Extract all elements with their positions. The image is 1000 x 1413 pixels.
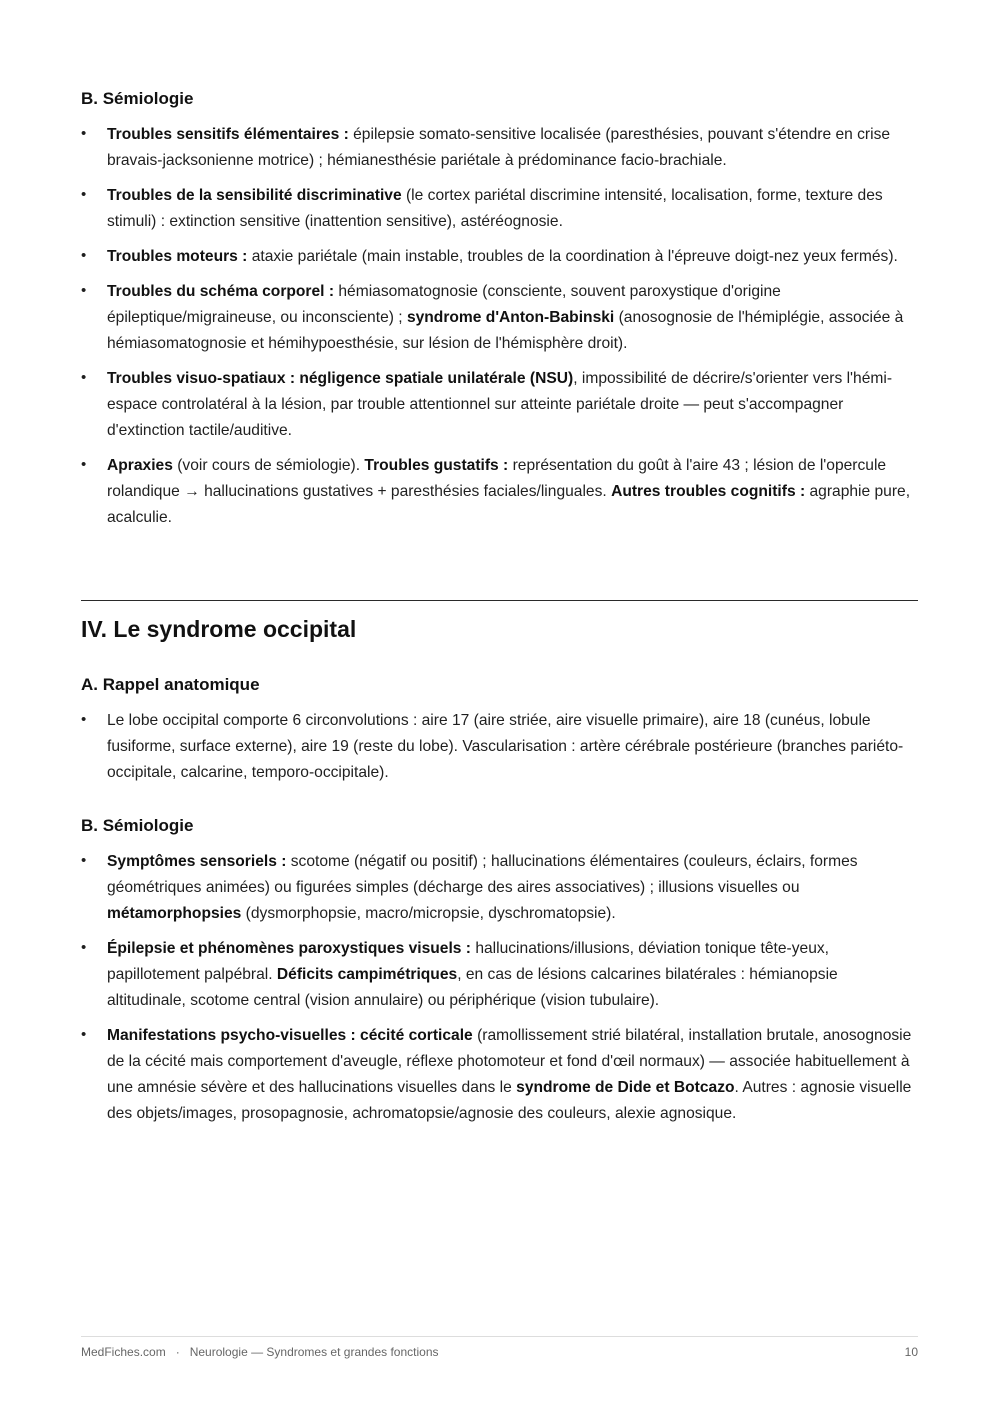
bold-term: Troubles de la sensibilité discriminative (107, 187, 402, 204)
subsection-title-anatomie: A. Rappel anatomique (81, 675, 260, 694)
bullet-list-anatomie (81, 708, 918, 795)
list-item (81, 244, 918, 270)
bullet-icon: • (81, 186, 87, 203)
list-item (81, 849, 918, 927)
body-text: (ramollissement strié bilatéral, installation brutale, anosognosie de la cécité mais comportement d'aveugle, réflexe photomoteur et fond d'œil normaux) — associée habituellement à une amnésie sévère et des hallucinations visuelles dans le (107, 1027, 912, 1096)
body-text: hallucinations/illusions, déviation tonique tête-yeux, papillotement palpébral. (107, 940, 829, 983)
document-page (81, 0, 918, 1413)
list-item (81, 183, 918, 235)
bullet-icon: • (81, 247, 87, 264)
bullet-icon: • (81, 711, 87, 728)
bold-term: Symptômes sensoriels : (107, 853, 287, 870)
subsection-title-semiologie-parietal: B. Sémiologie (81, 89, 194, 108)
bullet-icon: • (81, 939, 87, 956)
body-text: . Autres : agnosie visuelle des objets/images, prosopagnosie, achromatopsie/agnosie des couleurs, alexie agnosique. (107, 1079, 912, 1122)
section-divider (81, 600, 918, 601)
footer-source (81, 1345, 439, 1359)
body-text: (le cortex pariétal discrimine intensité, localisation, forme, texture des stimuli) : extinction sensitive (inattention sensitive), astéréognosie. (107, 187, 883, 230)
body-text: , en cas de lésions calcarines bilatérales : hémianopsie altitudinale, scotome central (vision annulaire) ou périphérique (vision tubulaire). (107, 966, 838, 1009)
body-text: ataxie pariétale (main instable, troubles de la coordination à l'épreuve doigt-nez yeux fermés). (247, 248, 898, 265)
bold-term: Déficits campimétriques (276, 966, 458, 983)
bold-term: métamorphopsies (107, 905, 242, 922)
footer-site: MedFiches.com (81, 1345, 166, 1359)
list-item (81, 936, 918, 1014)
page-number: 10 (904, 1345, 918, 1359)
bold-term: Troubles sensitifs élémentaires : (107, 126, 349, 143)
bold-term: Troubles du schéma corporel : (107, 283, 335, 300)
bold-term: Troubles gustatifs : (364, 457, 509, 474)
subsection-title-semiologie-occipital: B. Sémiologie (81, 816, 194, 835)
bold-term: Troubles moteurs : (107, 248, 248, 265)
body-text: représentation du goût à l'aire 43 ; lésion de l'opercule rolandique → hallucinations gustatives + paresthésies faciales/linguales. (107, 457, 887, 500)
body-text: (voir cours de sémiologie). (172, 457, 365, 474)
list-item (81, 279, 918, 357)
bold-term: Manifestations psycho-visuelles : cécité corticale (107, 1027, 473, 1044)
body-text: Le lobe occipital comporte 6 circonvolutions : aire 17 (aire striée, aire visuelle primaire), aire 18 (cunéus, lobule fusiforme, surface externe), aire 19 (reste du lobe). Vascularisation : artère cérébrale postérieure (branches pariéto-occipitale, calcarine, temporo-occipitale). (107, 712, 904, 781)
bullet-icon: • (81, 456, 87, 473)
body-text: scotome (négatif ou positif) ; hallucinations élémentaires (couleurs, éclairs, formes géométriques animées) ou figurées simples (décharge des aires associatives) ; illusions visuelles ou (107, 853, 858, 896)
page-footer (81, 1345, 918, 1359)
bold-term: syndrome de Dide et Botcazo (516, 1079, 735, 1096)
body-text: agraphie pure, acalculie. (107, 483, 911, 526)
bold-term: syndrome d'Anton-Babinski (406, 309, 615, 326)
bullet-list-parietal (81, 122, 918, 540)
list-item (81, 453, 918, 531)
footer-separator: · (175, 1345, 180, 1359)
bold-term: Épilepsie et phénomènes paroxystiques visuels : (107, 940, 471, 957)
list-item (81, 1023, 918, 1127)
bold-term: Troubles visuo-spatiaux : négligence spatiale unilatérale (NSU) (107, 370, 574, 387)
body-text: , impossibilité de décrire/s'orienter vers l'hémi-espace controlatéral à la lésion, par trouble attentionnel sur atteinte pariétale droite — peut s'accompagner d'extinction tactile/auditive. (107, 370, 893, 439)
body-text: (anosognosie de l'hémiplégie, associée à hémiasomatognosie et hémihypoesthésie, sur lésion de l'hémisphère droit). (107, 309, 904, 352)
list-item (81, 708, 918, 786)
footer-divider (81, 1336, 918, 1337)
bullet-icon: • (81, 282, 87, 299)
bullet-list-occipital (81, 849, 918, 1136)
bullet-icon: • (81, 852, 87, 869)
bullet-icon: • (81, 369, 87, 386)
section-title-occipital: IV. Le syndrome occipital (81, 616, 357, 642)
body-text: épilepsie somato-sensitive localisée (paresthésies, pouvant s'étendre en crise bravais-jacksonienne motrice) ; hémianesthésie pariétale à prédominance facio-brachiale. (107, 126, 891, 169)
bold-term: Apraxies (107, 457, 173, 474)
list-item (81, 122, 918, 174)
list-item (81, 366, 918, 444)
body-text: hémiasomatognosie (consciente, souvent paroxystique d'origine épileptique/migraineuse, ou inconsciente) ; (107, 283, 781, 326)
bullet-icon: • (81, 125, 87, 142)
bullet-icon: • (81, 1026, 87, 1043)
bold-term: Autres troubles cognitifs : (611, 483, 806, 500)
footer-course: Neurologie — Syndromes et grandes fonctions (189, 1345, 439, 1359)
body-text: (dysmorphopsie, macro/micropsie, dyschromatopsie). (241, 905, 616, 922)
